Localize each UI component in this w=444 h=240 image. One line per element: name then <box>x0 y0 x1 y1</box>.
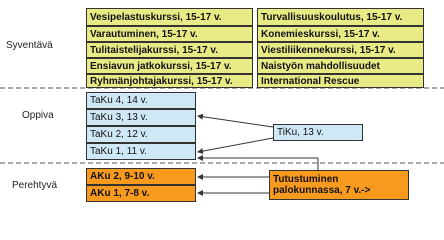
course-box-ryhmanjohtaja: Ryhmänjohtajakurssi, 15-17 v. <box>86 74 253 88</box>
course-box-ensiapu: Ensiavun jatkokurssi, 15-17 v. <box>86 58 253 74</box>
level-label-syventava: Syventävä <box>6 40 53 51</box>
level-label-oppiva: Oppiva <box>22 110 54 121</box>
course-box-tiku: TiKu, 13 v. <box>273 124 363 141</box>
course-box-tutustuminen <box>269 170 409 200</box>
arrow-tiku-to-taku1 <box>198 138 273 152</box>
course-box-vesipelastus: Vesipelastuskurssi, 15-17 v. <box>86 8 253 26</box>
course-box-taku4: TaKu 4, 14 v. <box>86 92 196 109</box>
course-box-naistyo: Naistyön mahdollisuudet <box>257 58 424 74</box>
course-box-tulitaistelija: Tulitaistelijakurssi, 15-17 v. <box>86 42 253 58</box>
course-box-international-rescue: International Rescue <box>257 74 424 88</box>
course-box-taku1: TaKu 1, 11 v. <box>86 143 196 160</box>
tutustuminen-line1: Tutustuminen <box>273 174 339 185</box>
course-box-turvallisuus: Turvallisuuskoulutus, 15-17 v. <box>257 8 424 26</box>
course-box-viestiliikenne: Viestiliikennekurssi, 15-17 v. <box>257 42 424 58</box>
course-box-taku2: TaKu 2, 12 v. <box>86 126 196 143</box>
course-box-taku3: TaKu 3, 13 v. <box>86 109 196 126</box>
course-box-aku2: AKu 2, 9-10 v. <box>86 168 196 185</box>
course-box-aku1: AKu 1, 7-8 v. <box>86 185 196 202</box>
arrow-tiku-to-taku3 <box>198 116 273 127</box>
course-box-konemies: Konemieskurssi, 15-17 v. <box>257 26 424 42</box>
course-box-varautuminen: Varautuminen, 15-17 v. <box>86 26 253 42</box>
level-label-perehtyva: Perehtyvä <box>12 180 58 191</box>
tutustuminen-line2: palokunnassa, 7 v.-> <box>273 185 371 196</box>
